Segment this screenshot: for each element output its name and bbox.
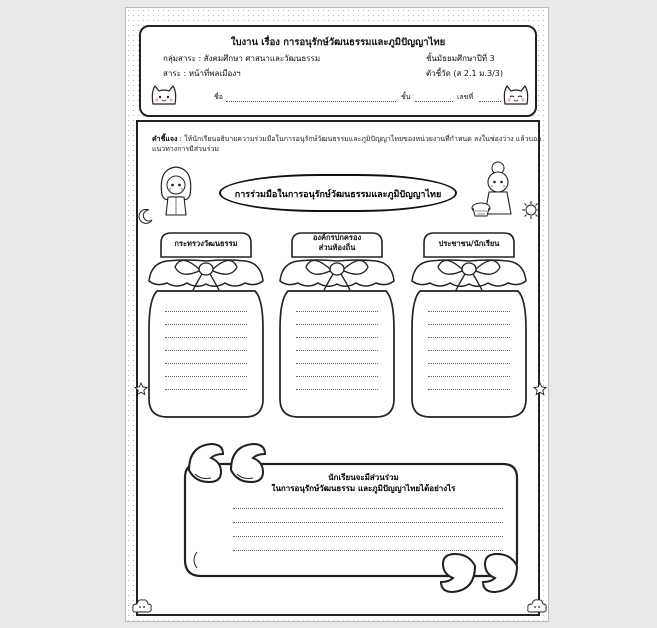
answer-line[interactable] — [296, 337, 378, 338]
girl-illustration — [156, 163, 196, 219]
header-box — [139, 25, 537, 117]
answer-line[interactable] — [296, 389, 378, 390]
strand: สาระ : หน้าที่พลเมืองฯ — [163, 69, 241, 78]
cloud-face-icon — [527, 598, 547, 614]
star-icon — [134, 382, 148, 396]
class-field[interactable] — [415, 101, 453, 102]
answer-line[interactable] — [428, 337, 510, 338]
answer-line[interactable] — [296, 350, 378, 351]
quote-title — [231, 472, 496, 494]
name-label: ชื่อ — [214, 93, 223, 101]
topic-banner — [219, 174, 457, 212]
answer-line[interactable] — [428, 389, 510, 390]
answer-line[interactable] — [233, 536, 503, 537]
instructions-text: : ให้นักเรียนอธิบายความร่วมมือในการอนุรักษ์วัฒนธรรมและภูมิปัญญาไทยของหน่วยงานที่กำหนด ลงในช่องว่าง แล้วบอกแนวทางการมีส่วนร่วม — [152, 135, 542, 153]
grade-level: ชั้นมัธยมศึกษาปีที่ 3 — [426, 54, 495, 63]
answer-line[interactable] — [165, 389, 247, 390]
jar-label-line1: กระทรวงวัฒนธรรม — [174, 239, 238, 248]
moon-icon — [138, 208, 154, 224]
jar-card — [408, 229, 530, 421]
worksheet-page — [125, 7, 549, 622]
class-label: ชั้น — [401, 93, 411, 101]
jar-card — [276, 229, 398, 421]
cloud-face-icon — [132, 598, 152, 614]
answer-line[interactable] — [165, 376, 247, 377]
name-field[interactable] — [226, 101, 396, 102]
number-label: เลขที่ — [457, 93, 474, 101]
answer-line[interactable] — [296, 363, 378, 364]
girl-with-basket-illustration — [471, 158, 521, 220]
answer-line[interactable] — [296, 376, 378, 377]
quote-title-line2: ในการอนุรักษ์วัฒนธรรม และภูมิปัญญาไทยได้อย่างไร — [271, 484, 456, 493]
instructions — [152, 134, 542, 154]
quote-box — [181, 442, 526, 594]
worksheet-title: ใบงาน เรื่อง การอนุรักษ์วัฒนธรรมและภูมิปัญญาไทย — [230, 37, 446, 48]
answer-line[interactable] — [428, 324, 510, 325]
answer-line[interactable] — [165, 311, 247, 312]
answer-line[interactable] — [165, 350, 247, 351]
quote-title-line1: นักเรียนจะมีส่วนร่วม — [328, 473, 399, 482]
cat-icon — [501, 82, 531, 108]
answer-line[interactable] — [233, 550, 503, 551]
jar-label-line1: องค์กรปกครอง — [312, 233, 362, 242]
answer-line[interactable] — [296, 311, 378, 312]
answer-line[interactable] — [165, 363, 247, 364]
indicator: ตัวชี้วัด (ส 2.1 ม.3/3) — [426, 69, 503, 78]
answer-line[interactable] — [428, 363, 510, 364]
cat-icon — [149, 82, 179, 108]
answer-line[interactable] — [165, 324, 247, 325]
number-field[interactable] — [479, 101, 501, 102]
sun-icon — [521, 200, 541, 220]
instructions-label: คำชี้แจง — [152, 135, 178, 143]
answer-line[interactable] — [428, 350, 510, 351]
banner-text: การร่วมมือในการอนุรักษ์วัฒนธรรมและภูมิปัญญาไทย — [234, 190, 442, 200]
answer-line[interactable] — [233, 508, 503, 509]
answer-line[interactable] — [296, 324, 378, 325]
answer-line[interactable] — [428, 311, 510, 312]
answer-line[interactable] — [165, 337, 247, 338]
jar-card — [145, 229, 267, 421]
jar-label-line2: ส่วนท้องถิ่น — [318, 243, 356, 252]
star-icon — [533, 382, 547, 396]
subject-group: กลุ่มสาระ : สังคมศึกษา ศาสนาและวัฒนธรรม — [163, 54, 321, 63]
answer-line[interactable] — [428, 376, 510, 377]
answer-line[interactable] — [233, 522, 503, 523]
jar-label-line1: ประชาชน/นักเรียน — [438, 239, 500, 248]
